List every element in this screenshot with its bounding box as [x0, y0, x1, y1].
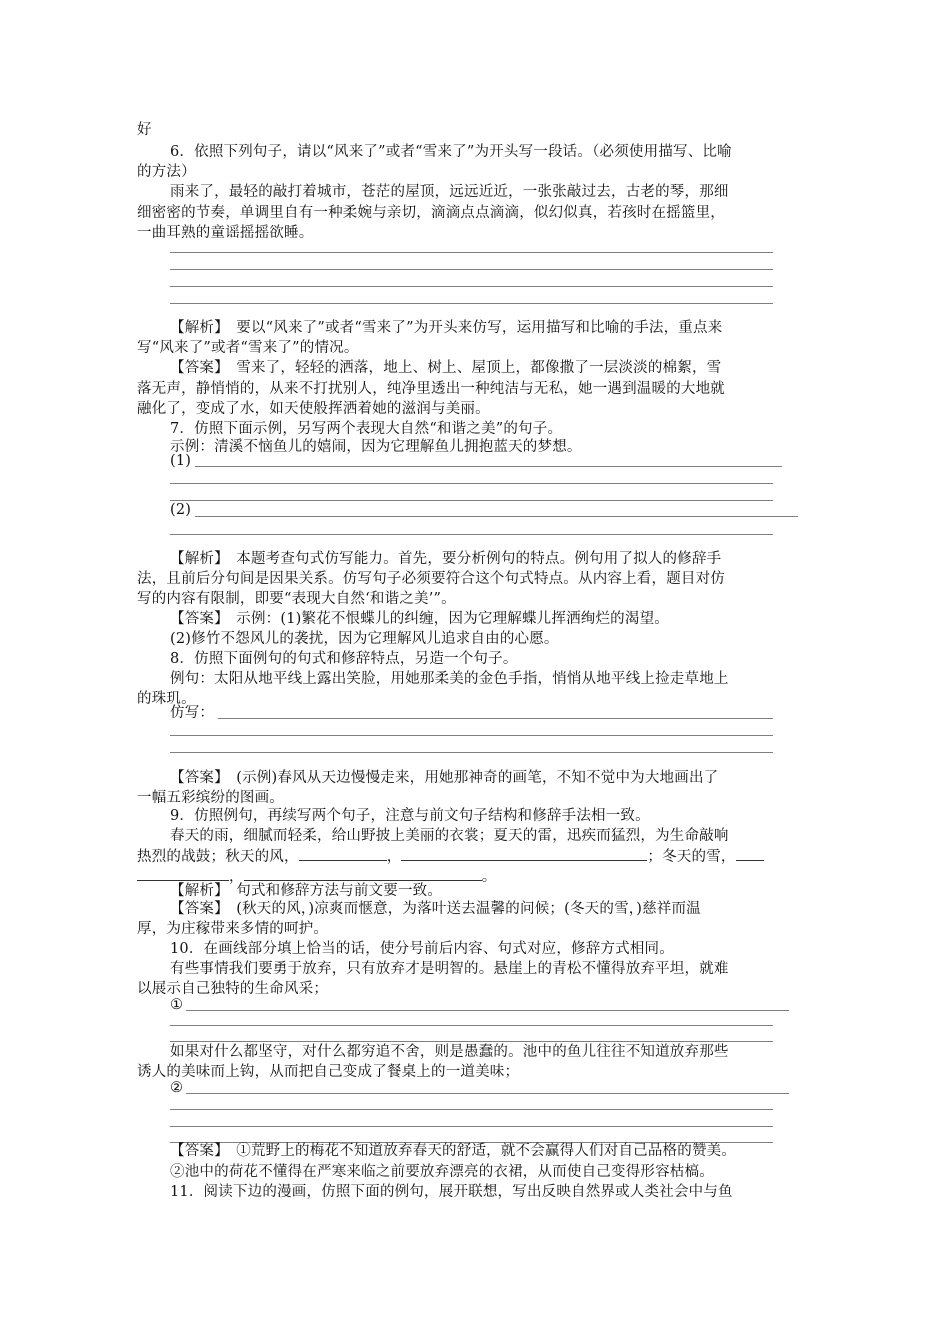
answer-blank-line — [218, 718, 773, 719]
answer-line: 融化了，变成了水，如天使般挥洒着她的滋润与美丽。 — [137, 401, 490, 417]
example-line: 示例：清溪不恼鱼儿的嬉闹，因为它理解鱼儿拥抱蓝天的梦想。 — [170, 439, 582, 455]
answer-blank-line — [170, 269, 773, 270]
passage-line: 以展示自己独特的生命风采； — [137, 981, 329, 997]
text-line: 好 — [137, 122, 152, 138]
text-segment: ， — [386, 849, 402, 865]
fill-blank — [736, 846, 764, 861]
question-9-line: 9．仿照例句，再续写两个句子，注意与前文句子结构和修辞手法相一致。 — [170, 808, 650, 824]
answer-blank-line — [170, 252, 773, 253]
answer-line: 【答案】 (示例)春风从天边慢慢走来，用她那神奇的画笔，不知不觉中为大地画出了 — [170, 770, 719, 786]
question-7-line: 7．仿照下面示例，另写两个表现大自然“和谐之美”的句子。 — [170, 421, 563, 437]
passage-line: 如果对什么都坚守，对什么都穷追不舍，则是愚蠢的。池中的鱼儿往往不知道放弃那些 — [170, 1044, 729, 1060]
answer-blank-line — [170, 534, 773, 535]
question-8-line: 8．仿照下面例句的句式和修辞特点，另造一个句子。 — [170, 651, 518, 667]
answer-line: 【答案】 ①荒野上的梅花不知道放弃春天的舒适，就不会赢得人们对自己品格的赞美。 — [170, 1143, 737, 1159]
fill-blank — [401, 846, 647, 861]
blank-label-1: (1) — [170, 453, 192, 469]
example-line: 例句：太阳从地平线上露出笑脸，用她那柔美的金色手指，悄悄从地平线上捡走草地上 — [170, 671, 729, 687]
analysis-line: 法，且前后分句间是因果关系。仿写句子必须要符合这个句式特点。从内容上看，题目对仿 — [137, 571, 725, 587]
fill-blank-line — [137, 846, 764, 866]
answer-blank-line — [170, 1025, 773, 1026]
answer-line: 【答案】 雪来了，轻轻的洒落，地上、树上、屋顶上，都像撒了一层淡淡的棉絮，雪 — [170, 360, 722, 376]
fill-blank — [299, 846, 387, 861]
question-11-line: 11．阅读下边的漫画，仿照下面的例句，展开联想，写出反映自然界或人类社会中与鱼 — [170, 1184, 733, 1200]
example-line: 春天的雨，细腻而轻柔，给山野披上美丽的衣裳；夏天的雷，迅疾而猛烈，为生命敲响 — [170, 828, 729, 844]
answer-blank-line — [195, 516, 798, 517]
answer-blank-line — [170, 735, 773, 736]
fill-blank — [244, 866, 482, 881]
answer-line: 一幅五彩缤纷的图画。 — [137, 790, 284, 806]
analysis-line: 【解析】 本题考查句式仿写能力。首先，要分析例句的特点。例句用了拟人的修辞手 — [170, 551, 722, 567]
text-segment: 。 — [481, 869, 497, 885]
example-passage-line: 一曲耳熟的童谣摇摇欲睡。 — [137, 225, 314, 241]
imitation-label: 仿写： — [170, 705, 215, 721]
text-line: 的方法） — [137, 164, 196, 180]
analysis-line: 写“风来了”或者“雪来了”的情况。 — [137, 340, 359, 356]
question-6-line: 6．依照下列句子，请以“风来了”或者“雪来了”为开头写一段话。（必须使用描写、比喻 — [170, 144, 732, 160]
answer-blank-line — [170, 303, 773, 304]
answer-line: 【答案】 示例：(1)繁花不恨蝶儿的纠缠，因为它理解蝶儿挥洒绚烂的渴望。 — [170, 611, 669, 627]
fill-blank — [137, 866, 229, 881]
answer-blank-line — [170, 483, 773, 484]
blank-label-1: ① — [170, 997, 184, 1013]
answer-blank-line — [170, 286, 773, 287]
text-segment: ；冬天的雪， — [647, 849, 736, 865]
passage-line: 诱人的美味而上钩，从而把自己变成了餐桌上的一道美味； — [137, 1064, 520, 1080]
analysis-line: 写的内容有限制，即要“表现大自然‘和谐之美’”。 — [137, 591, 456, 607]
answer-blank-line — [186, 1010, 789, 1011]
example-passage-line: 细密密的节奏，单调里自有一种柔婉与亲切，滴滴点点滴滴，似幻似真，若孩时在摇篮里， — [137, 205, 725, 221]
text-segment: 热烈的战鼓；秋天的风， — [137, 849, 299, 865]
answer-line: (2)修竹不怨风儿的袭扰，因为它理解风儿追求自由的心愿。 — [170, 631, 559, 647]
example-line: 的珠玑。 — [137, 691, 196, 707]
question-10-line: 10．在画线部分填上恰当的话，使分号前后内容、句式对应，修辞方式相同。 — [170, 941, 674, 957]
answer-blank-line — [170, 1109, 773, 1110]
analysis-line: 【解析】 要以“风来了”或者“雪来了”为开头来仿写，运用描写和比喻的手法，重点来 — [170, 320, 723, 336]
answer-blank-line — [186, 1093, 789, 1094]
answer-line: 落无声，静悄悄的，从来不打扰别人，纯净里透出一种纯洁与无私，她一遇到温暖的大地就 — [137, 381, 725, 397]
analysis-line: 【解析】 句式和修辞方法与前文要一致。 — [170, 883, 443, 899]
answer-blank-line — [170, 752, 773, 753]
answer-line: ②池中的荷花不懂得在严寒来临之前要放弃漂亮的衣裙，从而使自己变得形容枯槁。 — [170, 1164, 714, 1180]
answer-line: 厚，为庄稼带来多情的呵护。 — [137, 921, 329, 937]
blank-label-2: (2) — [170, 502, 192, 518]
answer-line: 【答案】 (秋天的风，)凉爽而惬意，为落叶送去温馨的问候；(冬天的雪，)慈祥而温 — [170, 901, 701, 917]
answer-blank-line — [170, 1126, 773, 1127]
answer-blank-line — [170, 500, 773, 501]
example-passage-line: 雨来了，最轻的敲打着城市，苍茫的屋顶，远远近近，一张张敲过去，古老的琴，那细 — [170, 184, 729, 200]
blank-label-2: ② — [170, 1080, 184, 1096]
passage-line: 有些事情我们要勇于放弃，只有放弃才是明智的。悬崖上的青松不懂得放弃平坦，就难 — [170, 961, 729, 977]
answer-blank-line — [195, 466, 782, 467]
text-segment: ， — [229, 869, 244, 885]
